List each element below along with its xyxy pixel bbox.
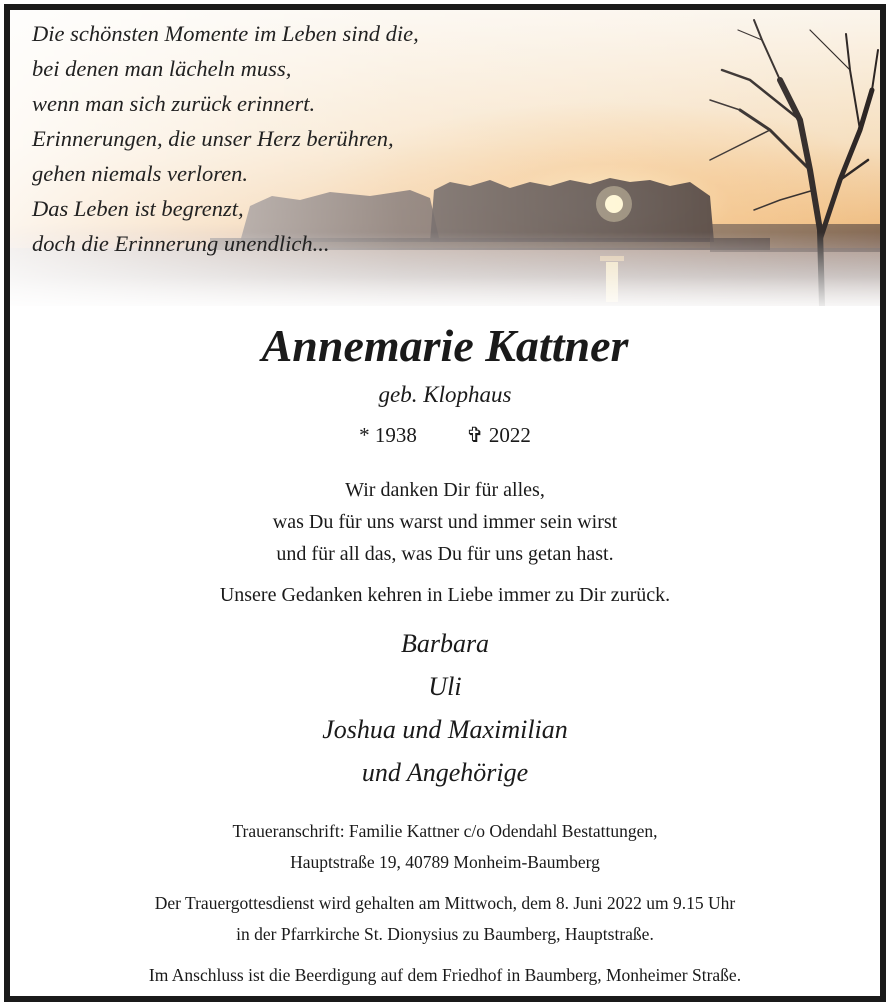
mourner-name: und Angehörige xyxy=(361,758,529,787)
birth-year: * 1938 xyxy=(359,423,417,447)
thanks-line: und für all das, was Du für uns getan hast. xyxy=(276,543,614,565)
address-line: Traueranschrift: Familie Kattner c/o Odendahl Bestattungen, xyxy=(232,821,658,841)
poem-line: Das Leben ist begrenzt, xyxy=(32,196,244,221)
obituary-frame xyxy=(4,4,886,1002)
death-year: ✞ 2022 xyxy=(466,423,531,447)
poem-line: Die schönsten Momente im Leben sind die, xyxy=(32,21,419,46)
mourners-list xyxy=(10,622,880,794)
mourning-address xyxy=(10,816,880,878)
poem-line: gehen niemals verloren. xyxy=(32,161,248,186)
poem-line: wenn man sich zurück erinnert. xyxy=(32,91,316,116)
thanks-text xyxy=(10,474,880,570)
address-line: Hauptstraße 19, 40789 Monheim-Baumberg xyxy=(290,852,600,872)
service-line: in der Pfarrkirche St. Dionysius zu Baumberg, Hauptstraße. xyxy=(236,924,654,944)
memorial-poem xyxy=(32,16,419,261)
obituary-body xyxy=(10,316,880,991)
mourner-name: Joshua und Maximilian xyxy=(322,715,568,744)
service-line: Der Trauergottesdienst wird gehalten am Mittwoch, dem 8. Juni 2022 um 9.15 Uhr xyxy=(154,893,736,913)
deceased-name: Annemarie Kattner xyxy=(261,320,629,371)
burial-info: Im Anschluss ist die Beerdigung auf dem Friedhof in Baumberg, Monheimer Straße. xyxy=(148,965,742,985)
thanks-line: Wir danken Dir für alles, xyxy=(345,479,545,501)
birth-name: geb. Klophaus xyxy=(378,382,512,407)
mourner-name: Barbara xyxy=(400,629,490,658)
thanks-line: was Du für uns warst und immer sein wirst xyxy=(272,511,618,533)
poem-line: Erinnerungen, die unser Herz berühren, xyxy=(32,126,394,151)
thoughts-text: Unsere Gedanken kehren in Liebe immer zu Dir zurück. xyxy=(219,584,671,606)
sunset-lake-photo xyxy=(10,10,880,306)
poem-line: bei denen man lächeln muss, xyxy=(32,56,292,81)
life-dates xyxy=(10,420,880,450)
poem-line: doch die Erinnerung unendlich... xyxy=(32,231,330,256)
funeral-service-info xyxy=(10,888,880,950)
mourner-name: Uli xyxy=(428,672,462,701)
